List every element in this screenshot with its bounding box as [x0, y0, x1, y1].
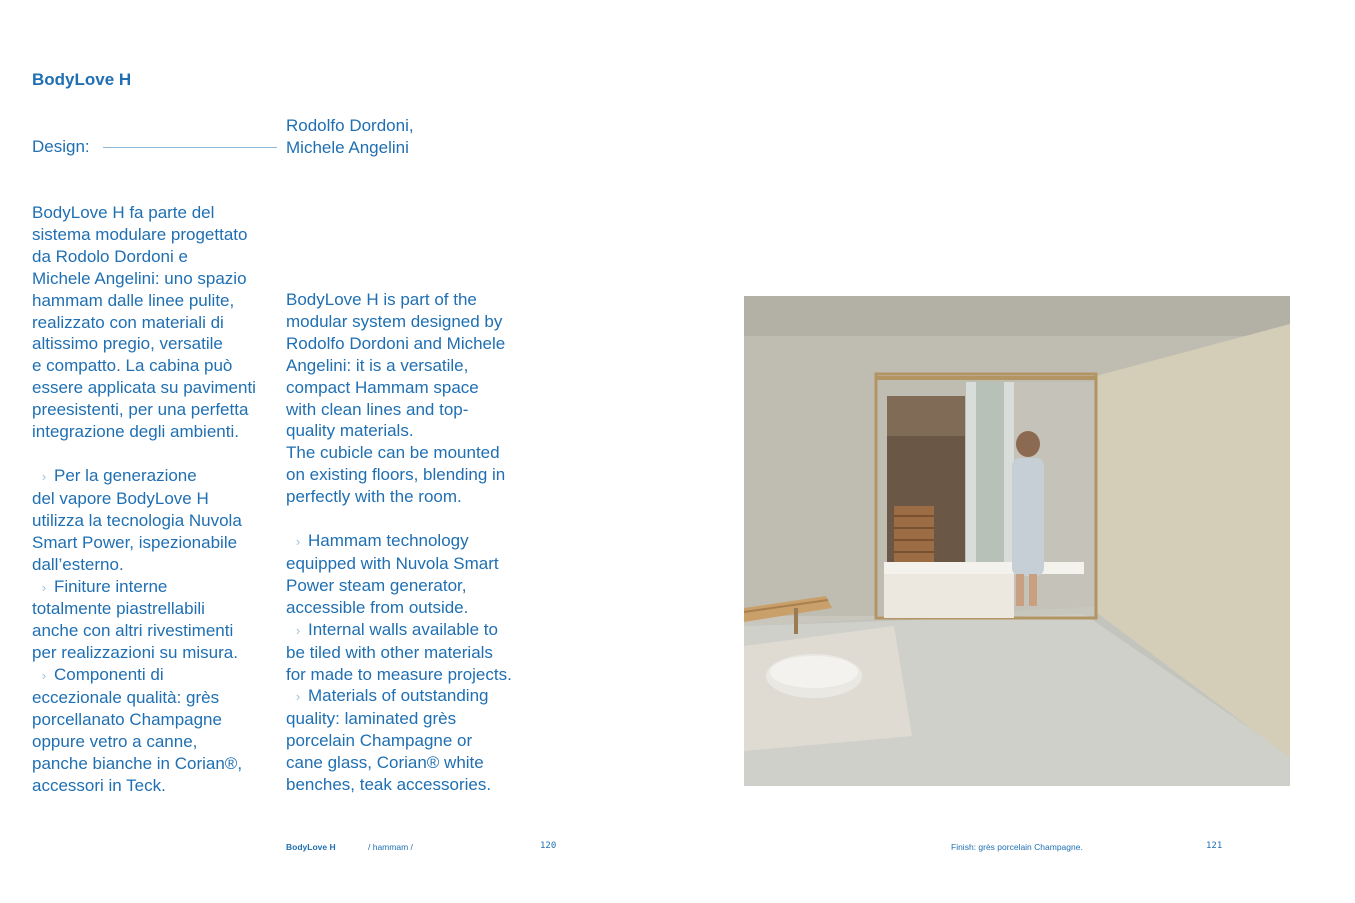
- chevron-right-icon: ›: [41, 668, 47, 684]
- italian-intro: BodyLove H fa parte del sistema modulare progettato da Rodolo Dordoni e Michele Angelini: uno spazio hammam dalle linee pulite, realizzato con materiali di altissimo pregio, versatile e compatto. La cabina può essere applicata su pavimenti preesistenti, per una perfetta integrazione degli ambienti.: [32, 203, 256, 442]
- product-title: BodyLove H: [32, 70, 132, 89]
- footer-section: / hammam /: [368, 842, 413, 852]
- italian-text-column: [32, 202, 282, 797]
- page-number-right: 121: [1206, 841, 1223, 851]
- hammam-photo: [744, 296, 1290, 786]
- hammam-room-illustration: [744, 296, 1290, 786]
- chevron-right-icon: ›: [295, 622, 301, 638]
- design-divider: [103, 147, 277, 148]
- english-text-column: [286, 289, 536, 796]
- designer-2: Michele Angelini: [286, 138, 409, 157]
- chevron-right-icon: ›: [295, 534, 301, 550]
- italian-bullet: › Componenti di eccezionale qualità: grès porcellanato Champagne oppure vetro a canne, panche bianche in Corian®, accessori in Teck.: [32, 665, 243, 795]
- page-number-left: 120: [540, 841, 557, 851]
- english-bullet: › Hammam technology equipped with Nuvola Smart Power steam generator, accessible from outside.: [286, 531, 499, 617]
- design-label: Design:: [32, 137, 90, 156]
- footer-product-name: BodyLove H: [286, 842, 336, 852]
- english-bullet: › Internal walls available to be tiled with other materials for made to measure projects.: [286, 619, 512, 684]
- photo-caption: Finish: grès porcelain Champagne.: [951, 842, 1083, 852]
- english-intro: BodyLove H is part of the modular system designed by Rodolfo Dordoni and Michele Angelini: it is a versatile, compact Hammam space with clean lines and top- quality materials. The cubicle can be mounted on existing floors, blending in perfectly with the room.: [286, 290, 506, 507]
- chevron-right-icon: ›: [295, 689, 301, 705]
- italian-bullet: › Finiture interne totalmente piastrellabili anche con altri rivestimenti per realizzazioni su misura.: [32, 576, 238, 663]
- italian-bullet: › Per la generazione del vapore BodyLove H utilizza la tecnologia Nuvola Smart Power, ispezionabile dall’esterno.: [32, 465, 242, 574]
- chevron-right-icon: ›: [41, 468, 47, 484]
- designer-1: Rodolfo Dordoni,: [286, 116, 414, 135]
- designer-names: [286, 115, 414, 159]
- english-bullet: › Materials of outstanding quality: laminated grès porcelain Champagne or cane glass, Corian® white benches, teak accessories.: [286, 686, 492, 795]
- chevron-right-icon: ›: [41, 579, 47, 595]
